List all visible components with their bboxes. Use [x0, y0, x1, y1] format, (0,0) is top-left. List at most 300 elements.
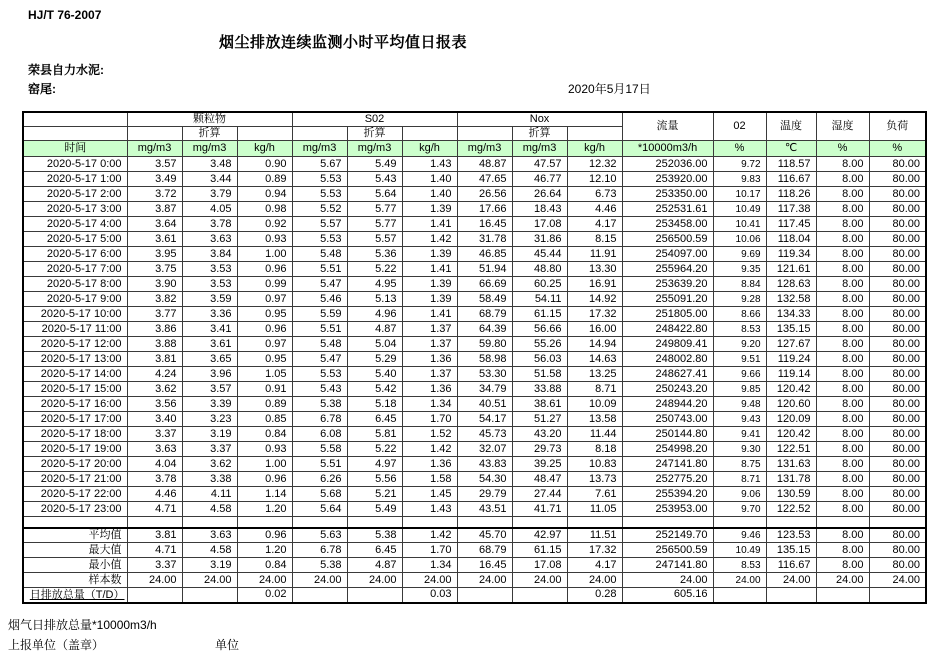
unit-cell: ℃: [766, 141, 816, 157]
value-cell: 248627.41: [622, 367, 713, 382]
value-cell: 59.80: [457, 337, 512, 352]
value-cell: 80.00: [869, 427, 926, 442]
summary-value-cell: 3.63: [182, 528, 237, 543]
value-cell: 5.49: [347, 157, 402, 172]
value-cell: 5.53: [292, 187, 347, 202]
value-cell: 3.38: [182, 472, 237, 487]
value-cell: 4.46: [567, 202, 622, 217]
value-cell: 0.89: [237, 172, 292, 187]
value-cell: 4.11: [182, 487, 237, 502]
unit-cell: mg/m3: [182, 141, 237, 157]
summary-value-cell: 252149.70: [622, 528, 713, 543]
value-cell: 4.97: [347, 457, 402, 472]
value-cell: 5.36: [347, 247, 402, 262]
value-cell: 1.36: [402, 382, 457, 397]
unit-cell: mg/m3: [127, 141, 182, 157]
value-cell: 8.71: [713, 472, 766, 487]
table-row: [23, 472, 926, 487]
value-cell: 119.24: [766, 352, 816, 367]
time-cell: 2020-5-17 13:00: [23, 352, 127, 367]
value-cell: 3.44: [182, 172, 237, 187]
value-cell: 8.00: [816, 247, 869, 262]
value-cell: 32.07: [457, 442, 512, 457]
value-cell: 3.62: [127, 382, 182, 397]
value-cell: 18.43: [512, 202, 567, 217]
value-cell: 11.05: [567, 502, 622, 517]
flue-gas-total-label: 烟气日排放总量*10000m3/h: [8, 618, 157, 632]
value-cell: 5.59: [292, 307, 347, 322]
value-cell: 251805.00: [622, 307, 713, 322]
time-cell: 2020-5-17 23:00: [23, 502, 127, 517]
header-group-so2: S02: [292, 112, 457, 127]
table-row: [23, 307, 926, 322]
value-cell: 252036.00: [622, 157, 713, 172]
value-cell: 1.40: [402, 187, 457, 202]
value-cell: 33.88: [512, 382, 567, 397]
value-cell: 9.41: [713, 427, 766, 442]
value-cell: 1.00: [237, 247, 292, 262]
header-empty-cell: [292, 127, 347, 141]
summary-value-cell: 16.45: [457, 558, 512, 573]
value-cell: 51.27: [512, 412, 567, 427]
value-cell: 0.99: [237, 277, 292, 292]
value-cell: 8.00: [816, 442, 869, 457]
value-cell: 80.00: [869, 352, 926, 367]
value-cell: 5.38: [292, 397, 347, 412]
value-cell: 3.72: [127, 187, 182, 202]
summary-value-cell: 0.02: [237, 588, 292, 603]
value-cell: 5.53: [292, 367, 347, 382]
value-cell: 3.79: [182, 187, 237, 202]
summary-value-cell: 80.00: [869, 528, 926, 543]
time-cell: 2020-5-17 5:00: [23, 232, 127, 247]
time-cell: 2020-5-17 22:00: [23, 487, 127, 502]
summary-value-cell: 61.15: [512, 543, 567, 558]
summary-value-cell: 24.00: [512, 573, 567, 588]
value-cell: 5.57: [347, 232, 402, 247]
summary-row: [23, 528, 926, 543]
report-date: 2020年5月17日: [568, 82, 651, 96]
value-cell: 3.87: [127, 202, 182, 217]
value-cell: 250243.20: [622, 382, 713, 397]
summary-value-cell: 135.15: [766, 543, 816, 558]
unit-cell: %: [816, 141, 869, 157]
summary-value-cell: 8.00: [816, 528, 869, 543]
time-cell: 2020-5-17 11:00: [23, 322, 127, 337]
value-cell: 1.39: [402, 247, 457, 262]
value-cell: 0.89: [237, 397, 292, 412]
table-row: [23, 232, 926, 247]
value-cell: 5.42: [347, 382, 402, 397]
value-cell: 80.00: [869, 247, 926, 262]
table-row: [23, 217, 926, 232]
summary-value-cell: 24.00: [713, 573, 766, 588]
value-cell: 3.57: [182, 382, 237, 397]
value-cell: 3.75: [127, 262, 182, 277]
value-cell: 5.22: [347, 262, 402, 277]
value-cell: 4.87: [347, 322, 402, 337]
value-cell: 80.00: [869, 232, 926, 247]
value-cell: 248422.80: [622, 322, 713, 337]
value-cell: 6.26: [292, 472, 347, 487]
value-cell: 3.90: [127, 277, 182, 292]
header-humidity: 湿度: [816, 112, 869, 141]
time-cell: 2020-5-17 3:00: [23, 202, 127, 217]
summary-value-cell: 0.96: [237, 528, 292, 543]
table-row: [23, 187, 926, 202]
value-cell: 64.39: [457, 322, 512, 337]
value-cell: 0.85: [237, 412, 292, 427]
value-cell: 8.00: [816, 412, 869, 427]
value-cell: 60.25: [512, 277, 567, 292]
value-cell: 10.06: [713, 232, 766, 247]
time-cell: 2020-5-17 10:00: [23, 307, 127, 322]
time-cell: 2020-5-17 16:00: [23, 397, 127, 412]
value-cell: 120.60: [766, 397, 816, 412]
spacer-cell: [869, 517, 926, 528]
time-cell: 2020-5-17 21:00: [23, 472, 127, 487]
value-cell: 1.39: [402, 292, 457, 307]
spacer-cell: [127, 517, 182, 528]
value-cell: 1.37: [402, 337, 457, 352]
value-cell: 127.67: [766, 337, 816, 352]
value-cell: 14.94: [567, 337, 622, 352]
value-cell: 3.19: [182, 427, 237, 442]
value-cell: 3.86: [127, 322, 182, 337]
summary-value-cell: 24.00: [182, 573, 237, 588]
summary-row: [23, 588, 926, 603]
summary-value-cell: 24.00: [237, 573, 292, 588]
table-row: [23, 382, 926, 397]
value-cell: 3.62: [182, 457, 237, 472]
value-cell: 80.00: [869, 472, 926, 487]
value-cell: 254097.00: [622, 247, 713, 262]
value-cell: 5.48: [292, 247, 347, 262]
value-cell: 68.79: [457, 307, 512, 322]
value-cell: 1.42: [402, 232, 457, 247]
value-cell: 4.95: [347, 277, 402, 292]
summary-value-cell: 605.16: [622, 588, 713, 603]
value-cell: 5.21: [347, 487, 402, 502]
summary-value-cell: 17.32: [567, 543, 622, 558]
summary-value-cell: 24.00: [869, 573, 926, 588]
unit-cell: kg/h: [567, 141, 622, 157]
value-cell: 0.98: [237, 202, 292, 217]
value-cell: 1.14: [237, 487, 292, 502]
value-cell: 46.77: [512, 172, 567, 187]
time-cell: 2020-5-17 17:00: [23, 412, 127, 427]
value-cell: 9.35: [713, 262, 766, 277]
spacer-cell: [237, 517, 292, 528]
value-cell: 8.71: [567, 382, 622, 397]
summary-value-cell: 5.38: [292, 558, 347, 573]
time-cell: 2020-5-17 0:00: [23, 157, 127, 172]
value-cell: 8.00: [816, 322, 869, 337]
summary-value-cell: 80.00: [869, 558, 926, 573]
value-cell: 5.29: [347, 352, 402, 367]
spacer-cell: [402, 517, 457, 528]
spacer-row: [23, 517, 926, 528]
header-empty-cell: [567, 127, 622, 141]
value-cell: 43.51: [457, 502, 512, 517]
page-title: 烟尘排放连续监测小时平均值日报表: [219, 34, 468, 51]
spacer-cell: [347, 517, 402, 528]
time-cell: 2020-5-17 4:00: [23, 217, 127, 232]
value-cell: 47.57: [512, 157, 567, 172]
summary-value-cell: [869, 588, 926, 603]
value-cell: 16.91: [567, 277, 622, 292]
value-cell: 8.00: [816, 457, 869, 472]
value-cell: 5.43: [347, 172, 402, 187]
summary-value-cell: 11.51: [567, 528, 622, 543]
value-cell: 8.00: [816, 277, 869, 292]
summary-value-cell: 68.79: [457, 543, 512, 558]
value-cell: 3.53: [182, 277, 237, 292]
value-cell: 8.00: [816, 487, 869, 502]
table-row: [23, 487, 926, 502]
value-cell: 118.26: [766, 187, 816, 202]
summary-value-cell: 1.20: [237, 543, 292, 558]
summary-value-cell: [457, 588, 512, 603]
value-cell: 56.03: [512, 352, 567, 367]
value-cell: 1.39: [402, 202, 457, 217]
time-cell: 2020-5-17 9:00: [23, 292, 127, 307]
value-cell: 80.00: [869, 157, 926, 172]
table-row: [23, 337, 926, 352]
summary-value-cell: 45.70: [457, 528, 512, 543]
value-cell: 8.00: [816, 292, 869, 307]
value-cell: 10.83: [567, 457, 622, 472]
value-cell: 3.65: [182, 352, 237, 367]
time-cell: 2020-5-17 8:00: [23, 277, 127, 292]
value-cell: 0.96: [237, 262, 292, 277]
value-cell: 8.00: [816, 502, 869, 517]
value-cell: 66.69: [457, 277, 512, 292]
summary-value-cell: 24.00: [567, 573, 622, 588]
spacer-cell: [512, 517, 567, 528]
spacer-cell: [182, 517, 237, 528]
value-cell: 29.73: [512, 442, 567, 457]
value-cell: 80.00: [869, 457, 926, 472]
value-cell: 5.64: [347, 187, 402, 202]
value-cell: 31.86: [512, 232, 567, 247]
table-row: [23, 427, 926, 442]
table-row: [23, 292, 926, 307]
header-row-groups: [23, 112, 926, 127]
value-cell: 4.04: [127, 457, 182, 472]
reporting-unit-label: 上报单位（盖章）: [8, 638, 105, 652]
value-cell: 0.92: [237, 217, 292, 232]
value-cell: 8.00: [816, 172, 869, 187]
value-cell: 4.17: [567, 217, 622, 232]
unit-cell: kg/h: [237, 141, 292, 157]
value-cell: 45.73: [457, 427, 512, 442]
summary-value-cell: 9.46: [713, 528, 766, 543]
value-cell: 0.95: [237, 352, 292, 367]
unit-cell: *10000m3/h: [622, 141, 713, 157]
summary-value-cell: 24.00: [127, 573, 182, 588]
value-cell: 13.25: [567, 367, 622, 382]
value-cell: 1.00: [237, 457, 292, 472]
value-cell: 17.32: [567, 307, 622, 322]
value-cell: 255964.20: [622, 262, 713, 277]
summary-value-cell: 80.00: [869, 543, 926, 558]
table-row: [23, 367, 926, 382]
time-cell: 2020-5-17 2:00: [23, 187, 127, 202]
value-cell: 5.51: [292, 322, 347, 337]
unit-cell: mg/m3: [292, 141, 347, 157]
value-cell: 4.24: [127, 367, 182, 382]
value-cell: 3.63: [182, 232, 237, 247]
value-cell: 5.67: [292, 157, 347, 172]
value-cell: 3.88: [127, 337, 182, 352]
value-cell: 9.51: [713, 352, 766, 367]
value-cell: 80.00: [869, 412, 926, 427]
summary-value-cell: 17.08: [512, 558, 567, 573]
value-cell: 3.82: [127, 292, 182, 307]
header-empty-cell: [127, 127, 182, 141]
value-cell: 130.59: [766, 487, 816, 502]
value-cell: 3.78: [127, 472, 182, 487]
summary-value-cell: 256500.59: [622, 543, 713, 558]
summary-value-cell: 3.19: [182, 558, 237, 573]
value-cell: 8.53: [713, 322, 766, 337]
table-row: [23, 322, 926, 337]
value-cell: 4.96: [347, 307, 402, 322]
value-cell: 27.44: [512, 487, 567, 502]
value-cell: 3.40: [127, 412, 182, 427]
value-cell: 80.00: [869, 337, 926, 352]
value-cell: 5.47: [292, 352, 347, 367]
header-empty-cell: [402, 127, 457, 141]
value-cell: 38.61: [512, 397, 567, 412]
value-cell: 45.44: [512, 247, 567, 262]
value-cell: 252775.20: [622, 472, 713, 487]
value-cell: 54.17: [457, 412, 512, 427]
value-cell: 7.61: [567, 487, 622, 502]
header-time-label: 时间: [23, 141, 127, 157]
value-cell: 80.00: [869, 382, 926, 397]
summary-value-cell: [292, 588, 347, 603]
value-cell: 8.75: [713, 457, 766, 472]
value-cell: 1.37: [402, 367, 457, 382]
value-cell: 135.15: [766, 322, 816, 337]
header-empty-cell: [23, 112, 127, 127]
value-cell: 1.58: [402, 472, 457, 487]
value-cell: 3.39: [182, 397, 237, 412]
value-cell: 5.46: [292, 292, 347, 307]
value-cell: 80.00: [869, 502, 926, 517]
value-cell: 1.43: [402, 502, 457, 517]
header-flow: 流量: [622, 112, 713, 141]
value-cell: 56.66: [512, 322, 567, 337]
value-cell: 51.58: [512, 367, 567, 382]
value-cell: 256500.59: [622, 232, 713, 247]
value-cell: 9.28: [713, 292, 766, 307]
value-cell: 26.56: [457, 187, 512, 202]
value-cell: 9.30: [713, 442, 766, 457]
value-cell: 4.46: [127, 487, 182, 502]
value-cell: 9.85: [713, 382, 766, 397]
summary-value-cell: 8.00: [816, 558, 869, 573]
spacer-cell: [457, 517, 512, 528]
header-converted-nox: 折算: [512, 127, 567, 141]
summary-row: [23, 558, 926, 573]
value-cell: 17.66: [457, 202, 512, 217]
time-cell: 2020-5-17 6:00: [23, 247, 127, 262]
value-cell: 0.95: [237, 307, 292, 322]
value-cell: 5.53: [292, 232, 347, 247]
value-cell: 5.40: [347, 367, 402, 382]
value-cell: 48.87: [457, 157, 512, 172]
table-row: [23, 202, 926, 217]
header-o2: 02: [713, 112, 766, 141]
value-cell: 5.64: [292, 502, 347, 517]
value-cell: 11.91: [567, 247, 622, 262]
value-cell: 16.45: [457, 217, 512, 232]
summary-value-cell: 3.81: [127, 528, 182, 543]
value-cell: 29.79: [457, 487, 512, 502]
value-cell: 247141.80: [622, 457, 713, 472]
summary-row: [23, 543, 926, 558]
value-cell: 3.37: [182, 442, 237, 457]
value-cell: 54.11: [512, 292, 567, 307]
value-cell: 51.94: [457, 262, 512, 277]
value-cell: 80.00: [869, 442, 926, 457]
value-cell: 80.00: [869, 292, 926, 307]
company-name: 荣县自力水泥:: [28, 63, 104, 77]
value-cell: 8.00: [816, 262, 869, 277]
table-row: [23, 352, 926, 367]
value-cell: 58.98: [457, 352, 512, 367]
value-cell: 8.00: [816, 217, 869, 232]
value-cell: 26.64: [512, 187, 567, 202]
value-cell: 248944.20: [622, 397, 713, 412]
value-cell: 5.49: [347, 502, 402, 517]
value-cell: 9.48: [713, 397, 766, 412]
value-cell: 1.70: [402, 412, 457, 427]
summary-value-cell: [182, 588, 237, 603]
value-cell: 8.18: [567, 442, 622, 457]
value-cell: 1.52: [402, 427, 457, 442]
value-cell: 5.52: [292, 202, 347, 217]
value-cell: 253953.00: [622, 502, 713, 517]
value-cell: 131.78: [766, 472, 816, 487]
value-cell: 10.09: [567, 397, 622, 412]
value-cell: 5.77: [347, 202, 402, 217]
table-row: [23, 457, 926, 472]
value-cell: 80.00: [869, 277, 926, 292]
table-row: [23, 442, 926, 457]
summary-value-cell: 1.42: [402, 528, 457, 543]
value-cell: 5.43: [292, 382, 347, 397]
summary-value-cell: 3.37: [127, 558, 182, 573]
table-row: [23, 157, 926, 172]
value-cell: 16.00: [567, 322, 622, 337]
value-cell: 3.53: [182, 262, 237, 277]
summary-value-cell: 24.00: [816, 573, 869, 588]
spacer-cell: [622, 517, 713, 528]
header-empty-cell: [23, 127, 127, 141]
header-empty-cell: [457, 127, 512, 141]
summary-value-cell: 4.87: [347, 558, 402, 573]
value-cell: 58.49: [457, 292, 512, 307]
value-cell: 3.37: [127, 427, 182, 442]
value-cell: 5.22: [347, 442, 402, 457]
value-cell: 3.41: [182, 322, 237, 337]
time-cell: 2020-5-17 12:00: [23, 337, 127, 352]
value-cell: 3.63: [127, 442, 182, 457]
